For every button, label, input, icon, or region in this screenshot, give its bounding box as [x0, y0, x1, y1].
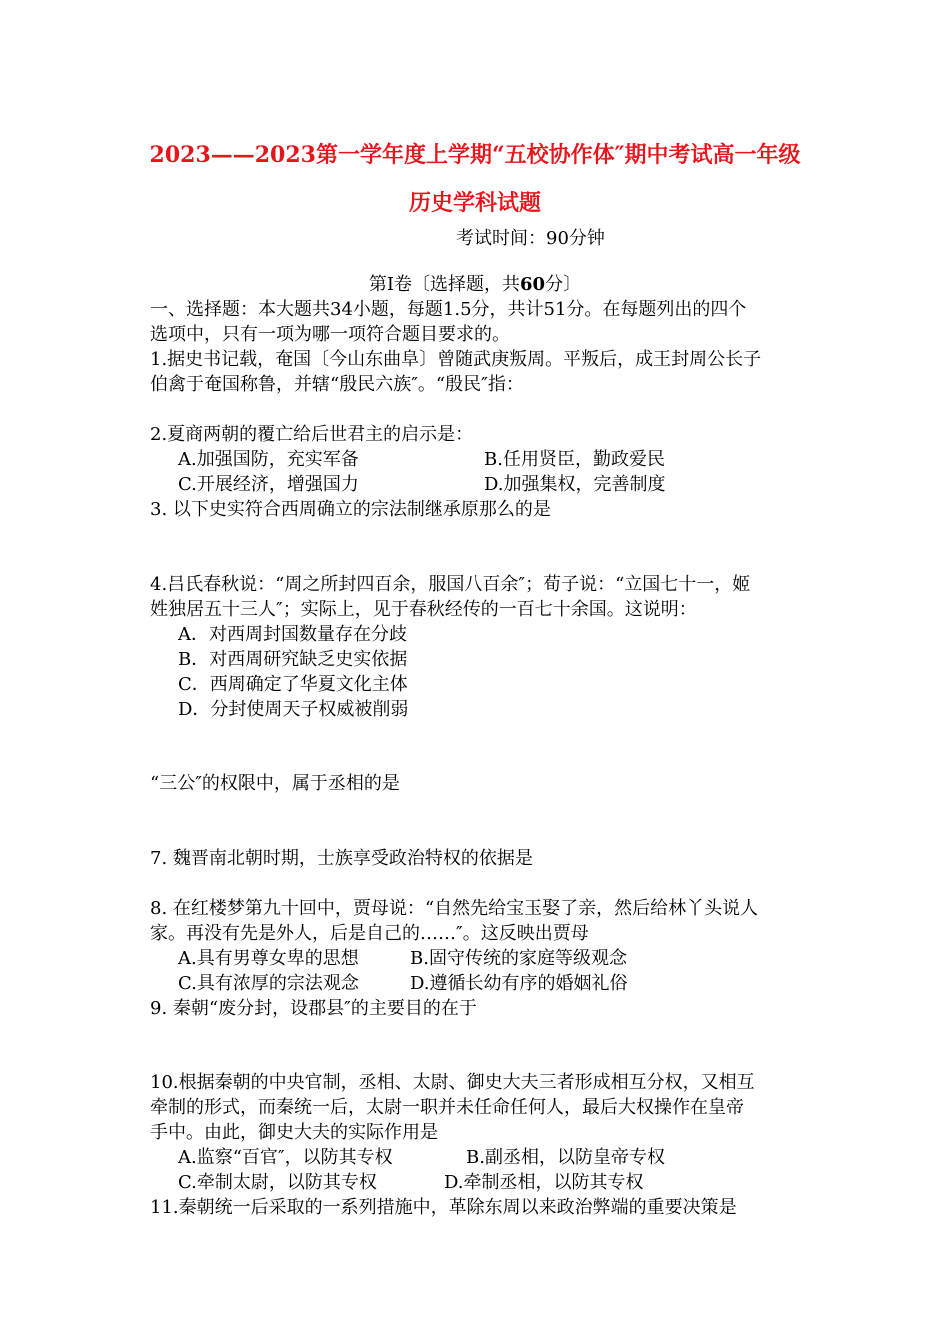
question-10-line3: 手中。由此，御史大夫的实际作用是	[150, 1122, 438, 1143]
exam-title-line1: 2023——2023第一学年度上学期“五校协作体″期中考试高一年级	[149, 142, 801, 168]
question-10-option-c: C.牵制太尉，以防其专权	[178, 1172, 377, 1193]
question-4-line2: 姓独居五十三人″；实际上，见于春秋经传的一百七十余国。这说明：	[150, 599, 697, 620]
question-10-line1: 10.根据秦朝的中央官制，丞相、太尉、御史大夫三者形成相互分权，又相互	[150, 1072, 755, 1093]
question-1-line1: 1.据史书记载，奄国〔今山东曲阜〕曾随武庚叛周。平叛后，成王封周公长子	[150, 349, 762, 370]
question-2-option-a: A.加强国防，充实军备	[178, 449, 359, 470]
exam-title-line2: 历史学科试题	[408, 190, 541, 216]
section-heading-prefix: 第Ⅰ卷〔选择题，共	[368, 274, 521, 295]
question-2-option-d: D.加强集权，完善制度	[484, 474, 666, 495]
question-1-line2: 伯禽于奄国称鲁，并辖“殷民六族″。“殷民″指：	[150, 374, 524, 395]
question-4-option-a: A．对西周封国数量存在分歧	[178, 624, 407, 645]
question-4-option-b: B．对西周研究缺乏史实依据	[178, 649, 408, 670]
question-sangong-stem: “三公″的权限中，属于丞相的是	[150, 773, 400, 794]
question-7-stem: 7. 魏晋南北朝时期，士族享受政治特权的依据是	[150, 848, 533, 869]
question-11-stem: 11.秦朝统一后采取的一系列措施中，革除东周以来政治弊端的重要决策是	[150, 1197, 737, 1218]
instructions-line2: 选项中，只有一项为哪一项符合题目要求的。	[150, 324, 510, 345]
question-4-line1: 4.吕氏春秋说：“周之所封四百余，服国八百余″；荀子说：“立国七十一，姬	[150, 574, 751, 595]
question-8-option-c: C.具有浓厚的宗法观念	[178, 973, 359, 994]
section-heading-suffix: 分〕	[545, 274, 582, 295]
question-9-stem: 9. 秦朝“废分封，设郡县″的主要目的在于	[150, 998, 477, 1019]
question-3-stem: 3. 以下史实符合西周确立的宗法制继承原那么的是	[150, 499, 551, 520]
question-8-option-d: D.遵循长幼有序的婚姻礼俗	[410, 973, 628, 994]
question-2-stem: 2.夏商两朝的覆亡给后世君主的启示是：	[150, 424, 474, 445]
question-2-option-b: B.任用贤臣，勤政爱民	[484, 449, 665, 470]
instructions-line1: 一、选择题：本大题共34小题，每题1.5分，共计51分。在每题列出的四个	[150, 299, 747, 320]
question-8-line1: 8. 在红楼梦第九十回中，贾母说：“自然先给宝玉娶了亲，然后给林丫头说人	[150, 898, 759, 919]
question-2-option-c: C.开展经济，增强国力	[178, 474, 359, 495]
question-8-line2: 家。再没有先是外人，后是自己的……″。这反映出贾母	[150, 923, 589, 944]
question-10-option-a: A.监察“百官″，以防其专权	[178, 1147, 393, 1168]
section-heading	[0, 274, 950, 296]
question-8-option-a: A.具有男尊女卑的思想	[178, 948, 359, 969]
question-10-option-b: B.副丞相，以防皇帝专权	[466, 1147, 665, 1168]
section-heading-score: 60	[520, 274, 546, 295]
exam-time: 考试时间：90分钟	[456, 228, 605, 249]
question-4-option-c: C．西周确定了华夏文化主体	[178, 674, 408, 695]
question-4-option-d: D．分封使周天子权威被削弱	[178, 699, 409, 720]
question-10-line2: 牵制的形式，而秦统一后，太尉一职并未任命任何人，最后大权操作在皇帝	[150, 1097, 744, 1118]
question-8-option-b: B.固守传统的家庭等级观念	[410, 948, 627, 969]
question-10-option-d: D.牵制丞相，以防其专权	[444, 1172, 644, 1193]
